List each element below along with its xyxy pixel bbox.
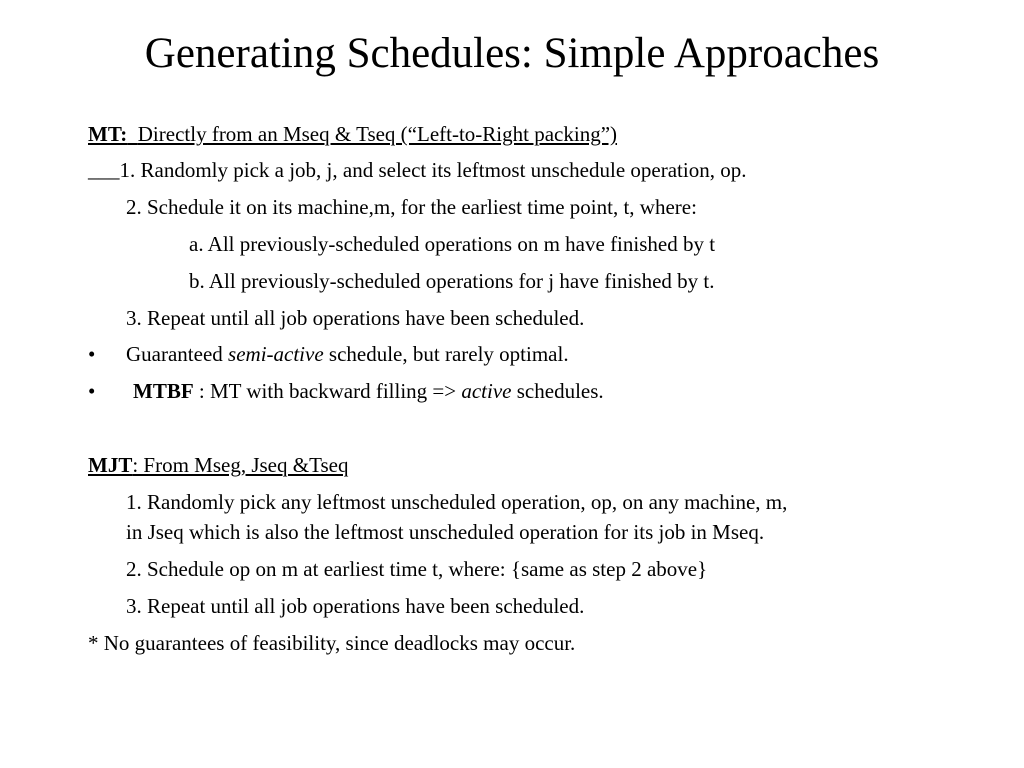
bullet-1-emphasis: semi-active (228, 342, 324, 366)
mjt-step-1-line-2: in Jseq which is also the leftmost unscheduled operation for its job in Mseq. (126, 520, 765, 544)
mt-step-1-blank: ___ (88, 158, 120, 182)
bullet-semi-active (126, 341, 569, 367)
mjt-step-1-line-1: 1. Randomly pick any leftmost unscheduled operation, op, on any machine, m, (126, 490, 788, 514)
bullet-2-bold: MTBF (133, 379, 194, 403)
mjt-heading-text: : From Mseg, Jseq &Tseq (132, 453, 349, 477)
bullet-marker: • (88, 379, 96, 403)
slide-title: Generating Schedules: Simple Approaches (144, 30, 880, 77)
mt-step-3: 3. Repeat until all job operations have been scheduled. (126, 306, 585, 330)
mt-heading (88, 121, 617, 147)
bullet-1-pre: Guaranteed (126, 342, 229, 366)
bullet-marker: • (88, 342, 96, 366)
mjt-heading-label: MJT (88, 453, 133, 477)
mt-step-2a: a. All previously-scheduled operations on m have finished by t (189, 232, 716, 256)
bullet-mtbf (133, 378, 604, 404)
mt-heading-text: Directly from an Mseq & Tseq (“Left-to-Right packing”) (137, 122, 618, 146)
mjt-heading (88, 452, 348, 478)
bullet-2-post: schedules. (511, 379, 604, 403)
mt-step-2: 2. Schedule it on its machine,m, for the earliest time point, t, where: (126, 195, 697, 219)
mt-step-1 (88, 157, 746, 183)
mjt-step-3: 3. Repeat until all job operations have been scheduled. (126, 594, 585, 618)
feasibility-note: * No guarantees of feasibility, since deadlocks may occur. (88, 631, 576, 655)
mt-heading-label: MT: (88, 122, 128, 146)
bullet-1-post: schedule, but rarely optimal. (323, 342, 569, 366)
mt-step-2b: b. All previously-scheduled operations for j have finished by t. (189, 269, 715, 293)
bullet-2-mid: : MT with backward filling => (193, 379, 462, 403)
bullet-2-emphasis: active (461, 379, 512, 403)
mjt-step-2: 2. Schedule op on m at earliest time t, where: {same as step 2 above} (126, 557, 708, 581)
mt-step-1-text: 1. Randomly pick a job, j, and select its leftmost unschedule operation, op. (119, 158, 747, 182)
